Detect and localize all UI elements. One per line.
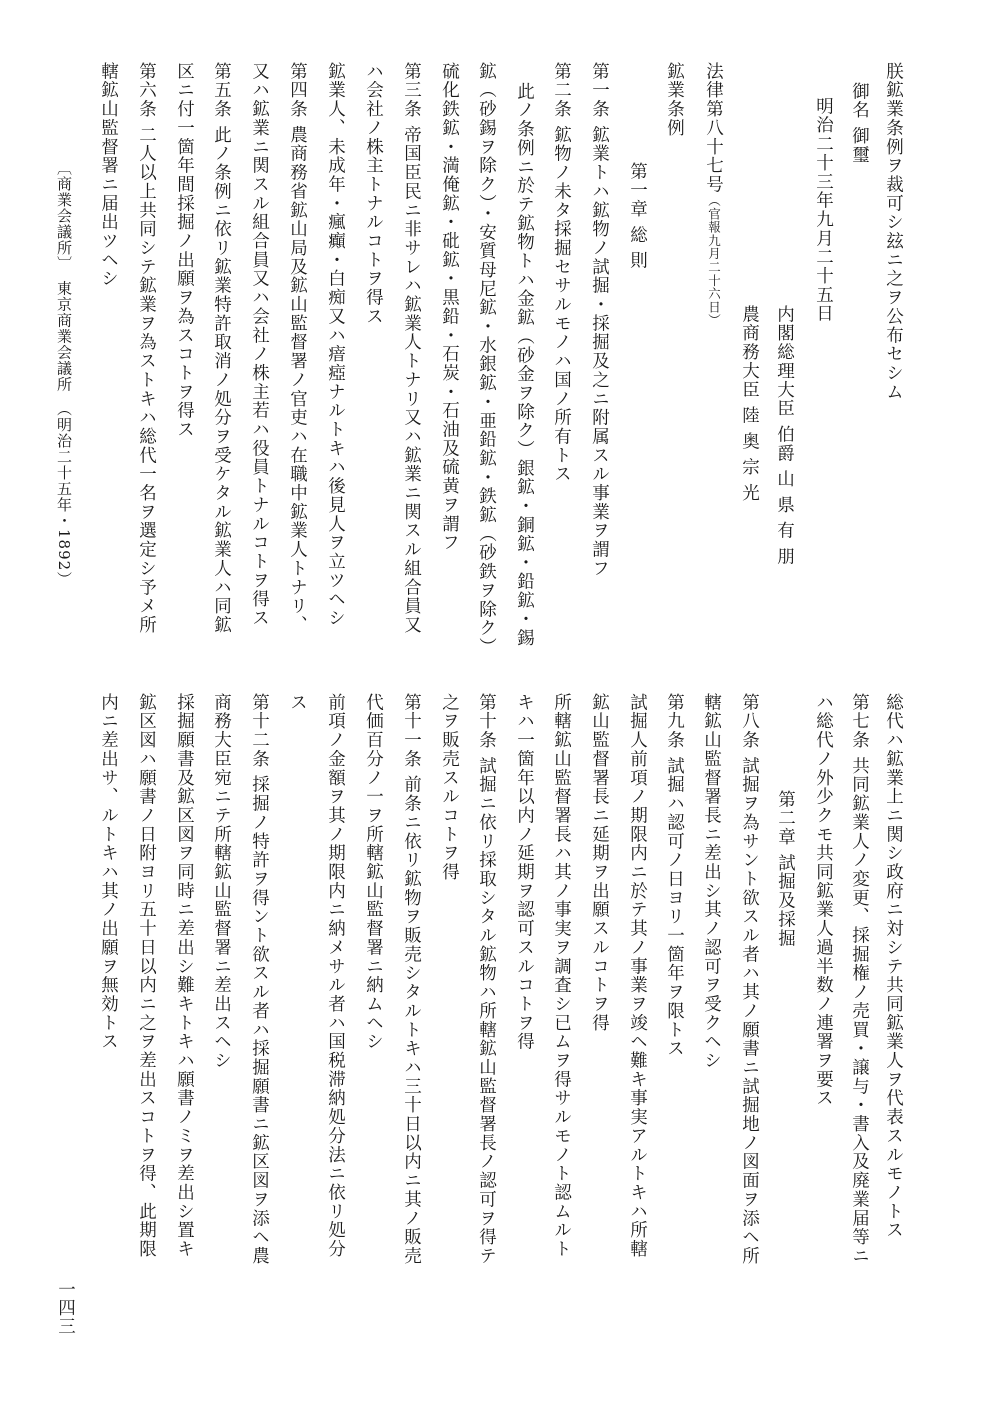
article-11-text: 前項ノ金額ヲ其ノ期限内ニ納メサル者ハ国税滞納処分法ニ依リ処分 [325, 693, 346, 1259]
article-12-text: 鉱区図ハ願書ノ日附ヨリ五十日以内ニ之ヲ差出スコトヲ得、此期限 [136, 693, 157, 1259]
article-11-text: 代価百分ノ一ヲ所轄鉱山監督署ニ納ムヘシ [363, 693, 384, 1052]
source-note: 〔商業会議所〕 東京商業会議所 （明治二十五年・1892） [55, 160, 73, 588]
article-3-text: ハ会社ノ株主トナルコトヲ得ス [363, 62, 384, 326]
article-11: 第十一条 前条ニ依リ鉱物ヲ販売シタルトキハ三十日以内ニ其ノ販売 [401, 693, 422, 1266]
article-3: 第三条 帝国臣民ニ非サレハ鉱業人トナリ又ハ鉱業ニ関スル組合員又 [401, 62, 422, 635]
article-7: 第七条 共同鉱業人ノ変更、採掘権ノ売買・譲与・書入及廃業届等ニ [849, 693, 870, 1266]
article-9-text: 所轄鉱山監督署長ハ其ノ事実ヲ調査シ已ムヲ得サルモノト認ムルト [551, 693, 572, 1259]
signer-agriculture-minister: 農商務大臣 陸 奥 宗 光 [739, 305, 760, 503]
article-6: 第六条 二人以上共同シテ鉱業ヲ為ストキハ総代一名ヲ選定シ予メ所 [136, 62, 157, 635]
article-12-text: 内ニ差出サ、ルトキハ其ノ出願ヲ無効トス [98, 693, 119, 1052]
article-4-text: 又ハ鉱業ニ関スル組合員又ハ会社ノ株主若ハ役員トナルコトヲ得ス [249, 62, 270, 628]
gazette-note: （官報九月二十六日） [706, 193, 722, 327]
law-number: 法律第八十七号（官報九月二十六日） [703, 62, 724, 327]
law-title: 鉱業条例 [664, 62, 685, 138]
article-8-text: 轄鉱山監督署長ニ差出シ其ノ認可ヲ受クヘシ [701, 693, 722, 1070]
article-9-text: 試掘人前項ノ期限内ニ於テ其ノ事業ヲ竣ヘ難キ事実アルトキハ所轄 [627, 693, 648, 1259]
article-9-text: キハ一箇年以内ノ延期ヲ認可スルコトヲ得 [514, 693, 535, 1052]
article-7-text: ハ総代ノ外少クモ共同鉱業人過半数ノ連署ヲ要ス [813, 693, 834, 1108]
promulgation-date: 明治二十三年九月二十五日 [813, 97, 834, 324]
article-10-text: 之ヲ販売スルコトヲ得 [439, 693, 460, 882]
preamble: 朕鉱業条例ヲ裁可シ玆ニ之ヲ公布セシム [883, 62, 904, 402]
chapter-1-heading: 第一章 総 則 [627, 162, 648, 271]
chapter-2-heading: 第二章 試掘及採掘 [775, 790, 796, 948]
article-12-text: 商務大臣宛ニテ所轄鉱山監督署ニ差出スヘシ [211, 693, 232, 1070]
page-number: 一四三 [55, 1280, 76, 1336]
article-8: 第八条 試掘ヲ為サント欲スル者ハ其ノ願書ニ試掘地ノ図面ヲ添ヘ所 [739, 693, 760, 1266]
article-5: 第五条 此ノ条例ニ依リ鉱業特許取消ノ処分ヲ受ケタル鉱業人ハ同鉱 [211, 62, 232, 635]
imperial-seal: 御名 御璽 [849, 82, 870, 165]
article-2-text: 硫化鉄鉱・満俺鉱・砒鉱・黒鉛・石炭・石油及硫黄ヲ謂フ [439, 62, 460, 553]
article-2-text: 此ノ条例ニ於テ鉱物トハ金鉱（砂金ヲ除ク）銀鉱・銅鉱・鉛鉱・錫 [514, 82, 535, 648]
article-2-text: 鉱（砂錫ヲ除ク）・安質母尼鉱・水銀鉱・亜鉛鉱・鉄鉱（砂鉄ヲ除ク） [476, 62, 497, 657]
article-2: 第二条 鉱物ノ未タ採掘セサルモノハ国ノ所有トス [551, 62, 572, 484]
article-9-text: 鉱山監督署長ニ延期ヲ出願スルコトヲ得 [589, 693, 610, 1033]
article-3-text: 鉱業人、未成年・瘋癲・白痴又ハ瘖瘂ナルトキハ後見人ヲ立ツヘシ [325, 62, 346, 628]
article-6-text: 轄鉱山監督署ニ届出ツヘシ [98, 62, 119, 289]
article-9: 第九条 試掘ハ認可ノ日ヨリ一箇年ヲ限トス [664, 693, 685, 1059]
article-5-text: 区ニ付一箇年間採掘ノ出願ヲ為スコトヲ得ス [174, 62, 195, 439]
article-1: 第一条 鉱業トハ鉱物ノ試掘・採掘及之ニ附属スル事業ヲ謂フ [589, 62, 610, 578]
article-11-text: ス [287, 693, 308, 712]
article-12-text: 採掘願書及鉱区図ヲ同時ニ差出シ難キトキハ願書ノミヲ差出シ置キ [174, 693, 195, 1259]
article-4: 第四条 農商務省鉱山局及鉱山監督署ノ官吏ハ在職中鉱業人トナリ、 [287, 62, 308, 635]
lower-line: 総代ハ鉱業上ニ関シ政府ニ対シテ共同鉱業人ヲ代表スルモノトス [883, 693, 904, 1240]
signer-prime-minister: 内閣総理大臣 伯爵 山 県 有 朋 [774, 305, 795, 566]
article-12: 第十二条 採掘ノ特許ヲ得ント欲スル者ハ採掘願書ニ鉱区図ヲ添ヘ農 [249, 693, 270, 1266]
article-10: 第十条 試掘ニ依リ採取シタル鉱物ハ所轄鉱山監督署長ノ認可ヲ得テ [476, 693, 497, 1266]
